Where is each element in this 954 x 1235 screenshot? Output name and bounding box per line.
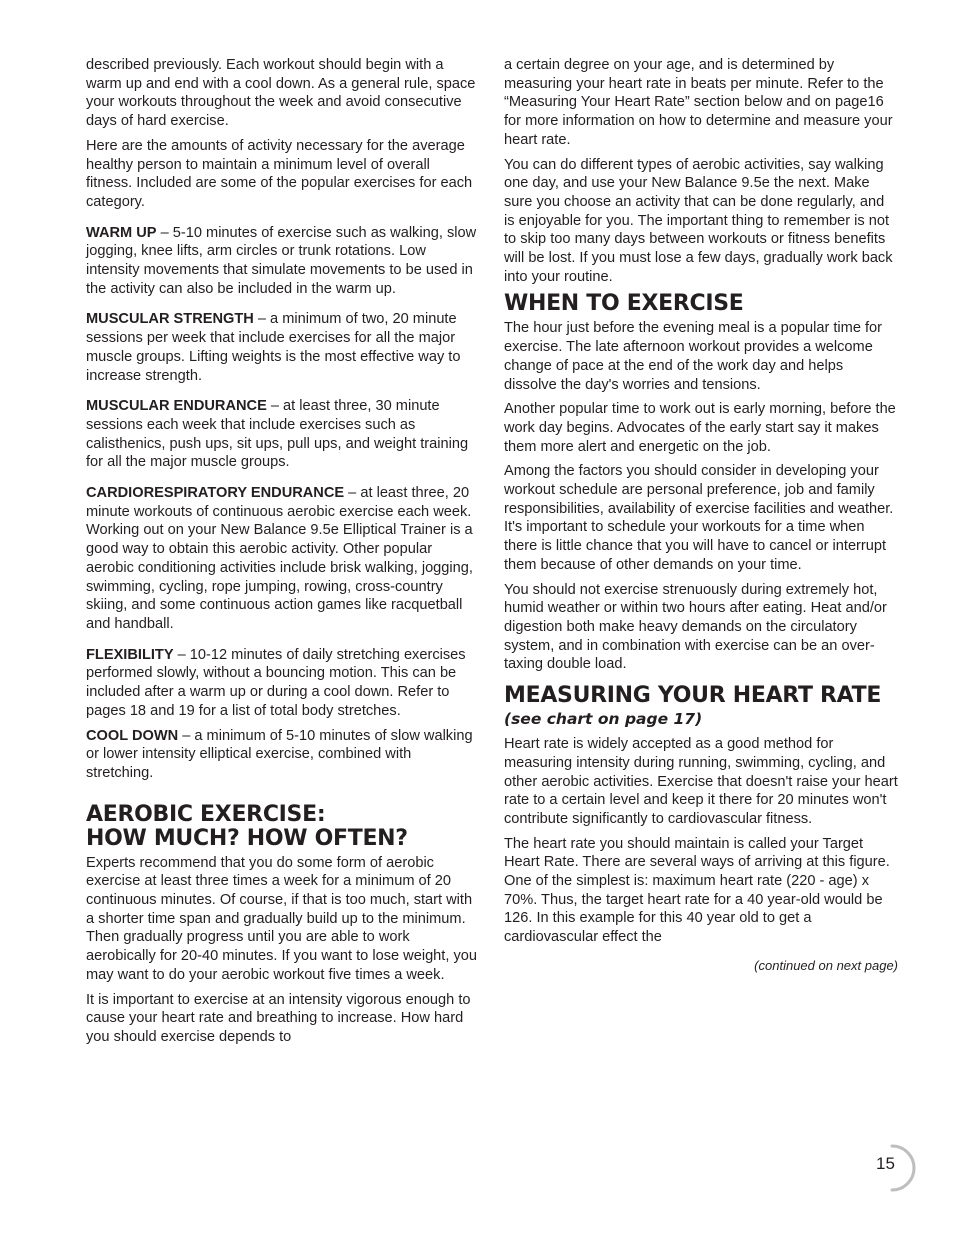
aerobic-heading-line1: AEROBIC EXERCISE: (86, 801, 326, 827)
measuring-heart-rate-heading: MEASURING YOUR HEART RATE (504, 683, 882, 709)
intro-paragraph: described previously. Each workout should begin with a warm up and end with a cool down. As a general rule, space your workouts throughout the week and avoid consecutive days of hard exercise. (86, 57, 476, 130)
see-chart-subheading: (see chart on page 17) (504, 710, 703, 729)
warm-up-item (86, 224, 478, 299)
heart-rate-method-paragraph: Heart rate is widely accepted as a good method for measuring intensity during running, swimming, cycling, and other aerobic activities. Exercise that doesn't raise your heart rate to a certain level and keep it there for 20 minutes won't contribute significantly to cardiovascular fitness. (504, 736, 898, 827)
flexibility-item (86, 646, 478, 721)
aerobic-recommendation-paragraph: Experts recommend that you do some form of aerobic exercise at least three times a week for a minimum of 20 continuous minutes. Of course, if that is too much, start with a shorter time span and gradually build up to the minimum. Then gradually progress until you are able to work aerobically for 20-40 minutes. If you want to lose weight, you may want to do your aerobic workout five times a week. (86, 854, 477, 983)
target-heart-rate-paragraph: The heart rate you should maintain is called your Target Heart Rate. There are several ways of arriving at this figure. One of the simplest is: maximum heart rate (220 - age) x 70%. Thus, the target heart rate for a 40 year-old would be 126. In this example for this 40 year old to get a cardiovascular effect the (504, 835, 890, 946)
cool-down-term: COOL DOWN (86, 727, 179, 744)
morning-workout-paragraph: Another popular time to work out is early morning, before the work day begins. Advocates of the early start say it makes them more alert and energetic on the job. (504, 401, 896, 455)
left-column (86, 56, 478, 1053)
cardio-endurance-term: CARDIORESPIRATORY ENDURANCE (86, 485, 345, 502)
schedule-factors-paragraph: Among the factors you should consider in developing your workout schedule are personal preference, job and family responsibilities, availability of exercise facilities and weather. It's important to schedule your workouts for a time when there is little chance that you will have to cancel or interrupt them because of other demands on your time. (504, 463, 894, 573)
cool-down-item (86, 727, 478, 783)
evening-workout-paragraph: The hour just before the evening meal is a popular time for exercise. The late afternoon workout provides a welcome change of pace at the end of the work day and helps dissolve the day's worries and tensions. (504, 320, 883, 393)
warm-up-text: – 5-10 minutes of exercise such as walking, slow jogging, knee lifts, arm circles or trunk rotations. Low intensity movements that simulate movements to be used in the activity can also be included in the warm up. (86, 224, 477, 297)
aerobic-exercise-heading (86, 803, 478, 851)
flexibility-term: FLEXIBILITY (86, 646, 174, 663)
activity-amounts-paragraph: Here are the amounts of activity necessary for the average healthy person to maintain a minimum level of overall fitness. Included are some of the popular exercises for each category. (86, 137, 473, 210)
muscular-endurance-term: MUSCULAR ENDURANCE (86, 398, 267, 415)
when-to-exercise-heading: WHEN TO EXERCISE (504, 291, 744, 317)
cardio-endurance-text: – at least three, 20 minute workouts of continuous aerobic exercise each week. Working out on your New Balance 9.5e Elliptical Trainer is a good way to obtain this aerobic activity. Other popular aerobic conditioning activities include brisk walking, jogging, swimming, cycling, rope jumping, rowing, cross-country skiing, and some continuous action games like racquetball and handball. (86, 485, 473, 632)
warm-up-term: WARM UP (86, 224, 157, 241)
heart-rate-age-paragraph: a certain degree on your age, and is determined by measuring your heart rate in beats per minute. Refer to the “Measuring Your Heart Rate” section below and on page16 for more information on how to determine and measure your heart rate. (504, 57, 893, 148)
muscular-strength-term: MUSCULAR STRENGTH (86, 311, 254, 328)
muscular-endurance-text: – at least three, 30 minute sessions each week that include exercises such as calisthenics, push ups, sit ups, pull ups, and weight training for all the major muscle groups. (86, 398, 469, 471)
aerobic-intensity-paragraph: It is important to exercise at an intensity vigorous enough to cause your heart rate and breathing to increase. How hard you should exercise depends to (86, 991, 471, 1045)
flexibility-text: – 10-12 minutes of daily stretching exercises performed slowly, without a bouncing motion. This can be included after a warm up or during a cool down. Refer to pages 18 and 19 for a list of total body stretches. (86, 646, 466, 719)
continued-note: (continued on next page) (754, 957, 898, 973)
right-column (504, 56, 898, 976)
aerobic-heading-line2: HOW MUCH? HOW OFTEN? (86, 825, 408, 851)
cardio-endurance-item (86, 484, 478, 634)
aerobic-variety-paragraph: You can do different types of aerobic activities, say walking one day, and use your New Balance 9.5e the next. Make sure you choose an activity that can be done regularly, and is enjoyable for you. The important thing to remember is not to skip too many days between workouts or fitness benefits will be lost. If you must lose a few days, gradually work back into your routine. (504, 156, 893, 285)
page-number: 15 (876, 1154, 895, 1173)
muscular-strength-item (86, 310, 478, 385)
muscular-strength-text: – a minimum of two, 20 minute sessions per week that include exercises for all the major muscle groups. Lifting weights is the most effective way to increase strength. (86, 311, 461, 384)
weather-caution-paragraph: You should not exercise strenuously during extremely hot, humid weather or within two hours after eating. Heat and/or digestion both make heavy demands on the circulatory system, and in combination with exercise can be an over-taxing double load. (504, 581, 887, 673)
cool-down-text: – a minimum of 5-10 minutes of slow walking or lower intensity elliptical exercise, combined with stretching. (86, 727, 473, 781)
muscular-endurance-item (86, 397, 478, 472)
